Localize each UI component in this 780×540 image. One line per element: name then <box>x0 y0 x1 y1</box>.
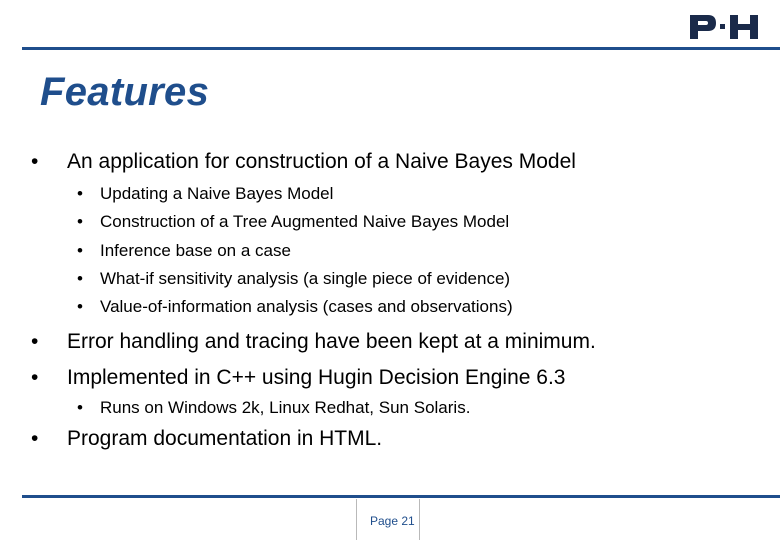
bullet-marker: • <box>31 150 39 173</box>
sub-bullet-item <box>77 241 291 261</box>
sub-bullet-text: Inference base on a case <box>100 241 291 260</box>
bullet-text: An application for construction of a Naive Bayes Model <box>67 150 576 173</box>
bullet-item <box>31 150 576 174</box>
bullet-item <box>31 427 383 451</box>
bullet-marker: • <box>31 427 39 450</box>
bullet-text: Program documentation in HTML. <box>67 427 383 450</box>
bullet-marker: • <box>77 398 83 417</box>
bullet-marker: • <box>77 241 83 260</box>
footer-rule <box>22 495 780 498</box>
sub-bullet-text: Updating a Naive Bayes Model <box>100 184 334 203</box>
bullet-marker: • <box>77 297 83 316</box>
bullet-marker: • <box>77 269 83 288</box>
bullet-text: Error handling and tracing have been kept at a minimum. <box>67 330 596 353</box>
bullet-marker: • <box>31 330 39 353</box>
sub-bullet-item <box>77 212 510 232</box>
sub-bullet-item <box>77 398 471 418</box>
sub-bullet-text: Value-of-information analysis (cases and observations) <box>100 297 513 316</box>
bullet-marker: • <box>31 366 39 389</box>
bullet-item <box>31 366 566 390</box>
sub-bullet-text: What-if sensitivity analysis (a single piece of evidence) <box>100 269 511 288</box>
bullet-marker: • <box>77 184 83 203</box>
sub-bullet-text: Runs on Windows 2k, Linux Redhat, Sun Solaris. <box>100 398 471 417</box>
sub-bullet-text: Construction of a Tree Augmented Naive Bayes Model <box>100 212 510 231</box>
bullet-marker: • <box>77 212 83 231</box>
bullet-text: Implemented in C++ using Hugin Decision Engine 6.3 <box>67 366 566 389</box>
page-number: Page 21 <box>370 514 415 528</box>
slide-title: Features <box>40 70 210 114</box>
bullet-item <box>31 330 596 354</box>
sub-bullet-item <box>77 297 513 317</box>
sub-bullet-item <box>77 184 334 204</box>
sub-bullet-item <box>77 269 511 289</box>
